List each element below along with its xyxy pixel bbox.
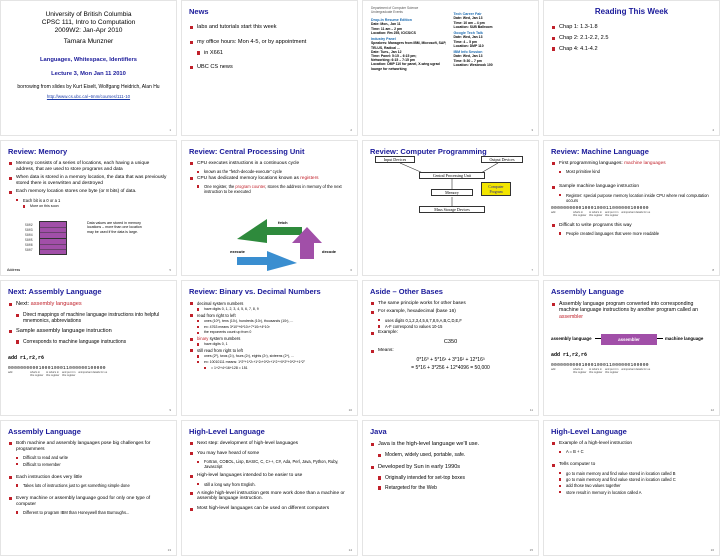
sub-bullet: Takes lots of instructions just to get something simple done: [15, 483, 169, 488]
execute-label: execute: [230, 249, 245, 254]
slide-4-reading: [543, 0, 720, 136]
field-label: unimportant details for us: [621, 368, 651, 372]
field-label: what's in this register: [30, 370, 44, 377]
address-label: 5805: [25, 238, 33, 242]
sub-bullet: Difficult to read and write: [15, 455, 169, 460]
bullet: High-level languages intended to be easier to use: [189, 473, 350, 479]
field-label: add: [551, 210, 556, 214]
field-label: unimportant details for us: [621, 210, 651, 214]
expansion-line-2: = 5*16 + 3*256 + 12*4096 = 50,000: [411, 364, 490, 371]
sub-bullet: the exponents count up from 0: [196, 330, 350, 334]
sub-bullet: More on this soon: [22, 204, 169, 209]
sub-bullet: Direct mappings of machine language instructions into helpful mnemonics, abbreviations: [15, 312, 169, 324]
bullet: A single high-level instruction gets more work done than a machine or assembly language instruction.: [189, 491, 350, 503]
bullet: labs and tutorials start this week: [189, 24, 350, 31]
slide-title: Review: Machine Language: [551, 147, 649, 156]
execute-arrow: [237, 251, 297, 271]
credits: borrowing from slides by Kurt Eiselt, Wolfgang Heidrich, Alan Hu: [17, 84, 160, 90]
event-title: Drop-In Resume Edition: [371, 18, 412, 22]
sub-bullet: Retargeted for the Web: [377, 485, 531, 491]
bullet: Chap 4: 4.1-4.2: [551, 46, 712, 53]
bullet: [8, 301, 169, 308]
program-counter-term: program counter: [235, 183, 266, 189]
slide-number: 5: [169, 268, 171, 272]
lecture-topic: Languages, Whitespace, Identifiers: [40, 57, 137, 63]
bullet: Sample machine language instruction: [551, 184, 712, 190]
field-label: and put it in this register: [62, 370, 76, 377]
slide-7-programming: [362, 140, 539, 276]
sub-bullet: known as the "fetch-decode-execute" cycle: [196, 169, 350, 174]
slide-title: Java: [370, 427, 387, 436]
slide-11-other-bases: [362, 280, 539, 416]
sub-bullet: uses digits 0,1,2,3,4,5,6,7,8,9,A,B,C,D,E,F: [377, 318, 531, 323]
slide-10-binary-decimal: [181, 280, 358, 416]
memory-note: Data values are stored in memory locations – more than one location may be used if the data is large.: [87, 221, 142, 234]
slide-2-news: [181, 0, 358, 136]
bit-field-labels: [551, 368, 712, 374]
slide-number: 15: [529, 548, 533, 552]
event-title: Industry Panel: [371, 37, 396, 42]
binary-term: binary: [197, 336, 209, 342]
sub-bullet: A-F correspond to values 10-15: [377, 324, 531, 329]
sub-bullet: = 1+2+4+16+128 = 151: [203, 366, 350, 370]
machine-language-label: machine language: [665, 336, 704, 342]
field-label: to what's in this register: [46, 370, 60, 377]
binary-instruction: 00000000001000100011000000100000: [551, 205, 649, 211]
bullet: Both machine and assembly languages pose big challenges for programmers: [8, 441, 169, 453]
slide-title: Review: Binary vs. Decimal Numbers: [189, 287, 321, 296]
bullet: When data is stored in a memory location, the data that was previously stored there is overwritten and destroyed: [8, 175, 169, 187]
assembly-language-label: assembly language: [551, 336, 592, 342]
slide-number: 10: [348, 408, 352, 412]
slide-number: 6: [350, 268, 352, 272]
slide-13-assembly-challenges: [0, 420, 177, 556]
slide-number: 12: [710, 408, 714, 412]
slide-9-assembly: [0, 280, 177, 416]
slide-title: Review: Memory: [8, 147, 68, 156]
bullet: my office hours: Mon 4-5, or by appointment: [189, 39, 350, 46]
text: Assembly language program converted into corresponding machine language instructions by another program called an: [559, 301, 698, 314]
slide-number: 7: [531, 268, 533, 272]
instructor: Tamara Munzner: [63, 38, 114, 45]
text: system numbers: [208, 336, 241, 342]
bullet: Most high-level languages can be used on different computers: [189, 506, 350, 512]
sub-bullet: Corresponds to machine language instructions: [15, 339, 169, 345]
course: CPSC 111, Intro to Computation: [41, 19, 136, 26]
sub-bullet: A = B + C: [558, 449, 712, 454]
text: First programming languages:: [559, 161, 625, 166]
bullet: The same principle works for other bases: [370, 301, 531, 307]
term: 2009W2: Jan-Apr 2010: [54, 27, 123, 34]
bullet: Sample assembly language instruction: [8, 328, 169, 335]
registers-term: registers: [300, 175, 319, 181]
slide-14-high-level: [181, 420, 358, 556]
slide-number: 2: [350, 128, 352, 132]
slide-number: 11: [529, 408, 533, 412]
bullet: CPU executes instructions in a continuous cycle: [189, 161, 350, 167]
field-label: and put it in this register: [605, 210, 619, 217]
bullet: Developed by Sun in early 1990s: [370, 464, 531, 471]
sub-bullet: Fortran, COBOL, Lisp, BASIC, C, C++, C#, Ada, Perl, Java, Python, Ruby, Javascript: [196, 459, 350, 469]
bullet: Tells computer to: [551, 462, 712, 468]
sub-bullet: Difficult to remember: [15, 462, 169, 467]
assembly-instruction: add r1,r2,r6: [551, 352, 588, 359]
address-label: 5803: [25, 228, 33, 232]
assembler-term: assembler: [559, 313, 583, 320]
field-label: what's in this register: [573, 210, 587, 217]
slide-title: News: [189, 7, 209, 16]
slide-title: High-Level Language: [551, 427, 627, 436]
sub-bullet: ones (2⁰), twos (2¹), fours (2²), eights (2³), sixteens (2⁴), ...: [196, 354, 350, 358]
bit-field-labels: [8, 371, 169, 377]
event-title: Tech Career Fair: [453, 12, 482, 16]
bullet: [189, 176, 350, 182]
slide-title: Aside – Other Bases: [370, 287, 443, 296]
input-devices-box: Input Devices: [375, 156, 415, 163]
text: CPU has dedicated memory locations known as: [197, 175, 301, 181]
slide-number: 16: [710, 548, 714, 552]
slide-number: 8: [712, 268, 714, 272]
sub-bullet: ones (10⁰), tens (10¹), hundreds (10²), thousands (10³), ...: [196, 319, 350, 323]
assembler-flow: [551, 334, 712, 352]
sub-bullet: [196, 184, 350, 194]
memory-cells: [39, 221, 67, 255]
sub-bullet: ex: 10010111 means: 1*2⁰+1*2¹+1*2²+0*2³+1*2⁴+0*2⁵+0*2⁶+1*2⁷: [196, 360, 350, 364]
sub-bullet: still a long way from English.: [196, 482, 350, 487]
bullet: Each memory location stores one byte (or 8 bits) of data.: [8, 189, 169, 195]
slide-title: Reading This Week: [594, 7, 669, 16]
event-title: IBM Info Session: [453, 50, 483, 55]
sub-bullet: have digits 0, 1, 2, 3, 4, 5, 6, 7, 8, 9: [196, 307, 350, 311]
text: Next:: [16, 301, 31, 307]
bullet: decimal system numbers: [189, 301, 350, 306]
events-header: Undergraduate Events: [371, 10, 403, 14]
slide-16-high-level-example: [543, 420, 720, 556]
sub-bullet: have digits 0, 1: [196, 342, 350, 346]
bullet: [189, 336, 350, 341]
bullet: Next step: development of high-level languages: [189, 441, 350, 447]
assembly-instruction: add r1,r2,r6: [8, 354, 45, 361]
field-label: to what's in this register: [589, 368, 603, 375]
bullet: You may have heard of some: [189, 451, 350, 457]
slide-title: High-Level Language: [189, 427, 265, 436]
sub-bullet: go to main memory and find value stored in location called C: [558, 477, 712, 482]
address-label: 5806: [25, 243, 33, 247]
memory-box: Memory: [431, 189, 473, 196]
lecture-date: Lecture 3, Mon Jan 11 2010: [51, 71, 126, 77]
bullet: read from right to left: [189, 313, 350, 318]
bullet: Difficult to write programs this way: [551, 223, 712, 229]
slide-5-memory: [0, 140, 177, 276]
sub-bullet: in X661: [196, 50, 350, 57]
fetch-label: fetch: [278, 220, 288, 225]
sub-bullet: store result in memory in location called A: [558, 490, 712, 495]
slide-8-machine-language: [543, 140, 720, 276]
assembly-languages-term: assembly languages: [30, 301, 82, 307]
bullet: Means:: [370, 348, 531, 354]
address-label: 5807: [25, 248, 33, 252]
bullet: UBC CS news: [189, 64, 350, 71]
text: , stores the address in memory of the next instruction to be executed: [204, 183, 342, 194]
sub-bullet: Most primitive kind: [558, 169, 712, 174]
hex-example: C350: [443, 339, 458, 346]
slide-15-java: [362, 420, 539, 556]
slide-number: 14: [348, 548, 352, 552]
slide-3-events: [362, 0, 539, 136]
slide-number: 1: [169, 128, 171, 132]
bullet: For example, hexadecimal (base 16): [370, 309, 531, 315]
bullet: [551, 161, 712, 167]
address-caption: Address: [7, 268, 21, 272]
cpu-box: Central Processing Unit: [419, 172, 485, 179]
slide-1-title: [0, 0, 177, 136]
bullet: Every machine or assembly language good for only one type of computer: [8, 496, 169, 508]
bullet: Chap 1: 1.3-1.8: [551, 24, 712, 31]
assembler-box: assembler: [601, 334, 657, 345]
arrow-right-icon: [657, 338, 663, 339]
sub-bullet: People created languages that were more readable: [558, 231, 712, 236]
event-title: Google Tech Talk: [453, 31, 483, 36]
address-label: 5802: [25, 223, 33, 227]
bullet: Example:: [370, 330, 531, 336]
event-details: Date: Wed, Jan 13 Time: 10 am – 4 pm Location: SUB Ballroom: [453, 16, 493, 29]
bit-field-labels: [551, 211, 712, 217]
course-url[interactable]: http://www.cs.ubc.ca/~tmm/courses/111-10: [46, 93, 131, 99]
field-label: add: [8, 370, 13, 374]
address-label: 5804: [25, 233, 33, 237]
binary-instruction: 00000000001000100011000000100000: [8, 365, 106, 371]
sub-bullet: Modern, widely used, portable, safe.: [377, 452, 531, 458]
slide-number: 4: [712, 128, 714, 132]
computer-program-box: Computer Program: [481, 182, 511, 196]
bullet: still read from right to left: [189, 348, 350, 353]
expansion-line-1: 0*16⁰ + 5*16¹ + 3*16² + 12*16³: [416, 356, 485, 363]
event-details: Speakers: Managers from IBM, Microsoft, SAP, TELUS, Radical … Date: Tues., Jan 12 Time: Panel: 5:15 – 6:15 pm; Networking: 6:15 – 7:15 pm Location: DMP 110 for panel, X-wing ugrad lounge for networking: [371, 41, 447, 71]
machine-languages-term: machine languages: [624, 161, 666, 166]
event-details: Date: Mon., Jan 11 Time: 11 am – 2 pm Location: Rm 255, ICICS/CS: [371, 22, 416, 35]
bullet: Java is the high-level language we'll use.: [370, 441, 531, 448]
slide-title: Review: Central Processing Unit: [189, 147, 305, 156]
sub-bullet: go to main memory and find value stored in location called B: [558, 471, 712, 476]
fetch-arrow: [237, 219, 302, 243]
bullet: Example of a high-level instruction: [551, 441, 712, 447]
slide-title: Assembly Language: [551, 287, 624, 296]
fetch-decode-execute-cycle: [212, 213, 332, 273]
sub-bullet: Different to program IBM than Honeywell than Burroughs...: [15, 510, 169, 515]
dept-header: Department of Computer Science: [371, 6, 419, 10]
slide-title: Next: Assembly Language: [8, 287, 102, 296]
slide-6-cpu: [181, 140, 358, 276]
sub-bullet: add those two values together: [558, 483, 712, 488]
binary-instruction: 00000000001000100011000000100000: [551, 363, 649, 369]
sub-bullet: Register: special purpose memory location inside CPU where real computation occurs: [558, 193, 712, 203]
field-label: unimportant details for us: [78, 370, 108, 374]
memory-diagram: [25, 223, 165, 269]
sub-bullet: Each bit is a 0 or a 1: [15, 198, 169, 203]
field-label: what's in this register: [573, 368, 587, 375]
slide-title: Assembly Language: [8, 427, 81, 436]
bullet: Each instruction does very little: [8, 475, 169, 481]
sub-bullet: ex: 4763 means 3*10⁰+6*10¹+7*10²+4*10³: [196, 325, 350, 329]
bullet: [551, 301, 712, 320]
field-label: to what's in this register: [589, 210, 603, 217]
field-label: add: [551, 368, 556, 372]
event-details: Date: Wed, Jan 13 Time: 5:30 – 7 pm Location: Wesbrook 100: [453, 54, 493, 67]
mass-storage-box: Mass Storage Devices: [419, 206, 485, 213]
text: One register, the: [204, 183, 236, 189]
output-devices-box: Output Devices: [481, 156, 523, 163]
slide-number: 9: [169, 408, 171, 412]
slide-number: 3: [531, 128, 533, 132]
event-details: Date: Wed, Jan 13 Time: 4 – 5 pm Location: DMP 110: [453, 35, 484, 48]
field-label: and put it in this register: [605, 368, 619, 375]
university: University of British Columbia: [45, 11, 132, 18]
bullet: Chap 2: 2.1-2.2, 2.5: [551, 35, 712, 42]
sub-bullet: Originally intended for set-top boxes: [377, 475, 531, 481]
slide-number: 13: [167, 548, 171, 552]
slide-title: Review: Computer Programming: [370, 147, 487, 156]
bullet: Memory consists of a series of locations, each having a unique address, that are used to store programs and data: [8, 161, 169, 173]
slide-12-assembler: [543, 280, 720, 416]
decode-label: decode: [322, 249, 337, 254]
